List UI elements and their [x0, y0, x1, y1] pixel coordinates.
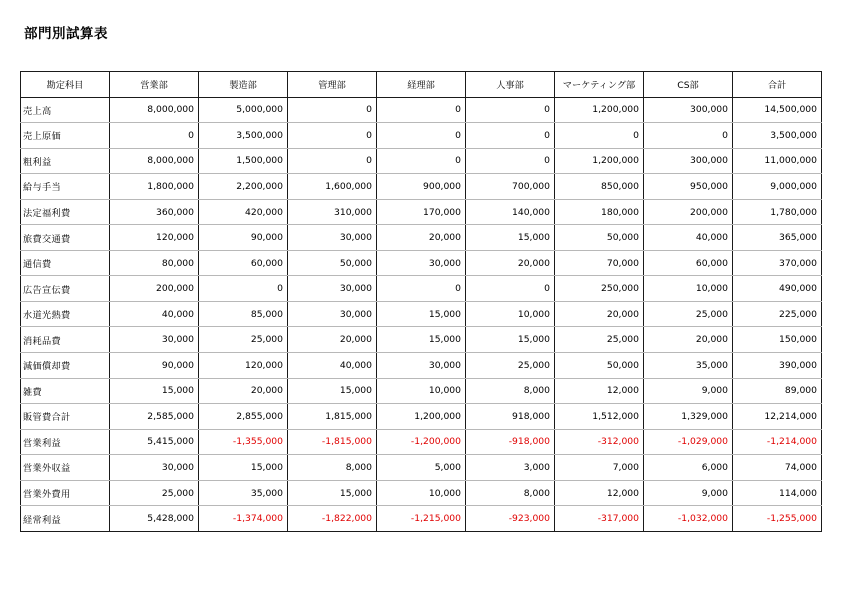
cell-hr-dept: 15,000	[466, 225, 555, 251]
cell-accounting-dept: 5,000	[377, 455, 466, 481]
cell-sales-dept: 5,428,000	[110, 506, 199, 532]
cell-cs-dept: 0	[644, 123, 733, 149]
cell-accounting-dept: 20,000	[377, 225, 466, 251]
cell-cs-dept: 950,000	[644, 174, 733, 200]
cell-admin-dept: 8,000	[288, 455, 377, 481]
cell-marketing-dept: 70,000	[555, 250, 644, 276]
cell-marketing-dept: 1,200,000	[555, 97, 644, 123]
row-label: 法定福利費	[21, 199, 110, 225]
cell-accounting-dept: -1,200,000	[377, 429, 466, 455]
cell-accounting-dept: -1,215,000	[377, 506, 466, 532]
cell-marketing-dept: -317,000	[555, 506, 644, 532]
cell-manufacturing-dept: 15,000	[199, 455, 288, 481]
cell-admin-dept: 1,600,000	[288, 174, 377, 200]
cell-admin-dept: 50,000	[288, 250, 377, 276]
table-row	[21, 455, 822, 481]
row-label: 減価償却費	[21, 353, 110, 379]
table-row	[21, 506, 822, 532]
cell-accounting-dept: 15,000	[377, 301, 466, 327]
table-row	[21, 123, 822, 149]
cell-cs-dept: 9,000	[644, 378, 733, 404]
cell-cs-dept: 20,000	[644, 327, 733, 353]
cell-manufacturing-dept: 0	[199, 276, 288, 302]
cell-accounting-dept: 170,000	[377, 199, 466, 225]
cell-cs-dept: 6,000	[644, 455, 733, 481]
cell-hr-dept: 0	[466, 123, 555, 149]
row-label: 旅費交通費	[21, 225, 110, 251]
cell-accounting-dept: 1,200,000	[377, 404, 466, 430]
trial-balance-table	[20, 71, 822, 532]
column-header-hr-dept: 人事部	[466, 72, 555, 98]
cell-hr-dept: 0	[466, 97, 555, 123]
cell-sales-dept: 8,000,000	[110, 148, 199, 174]
cell-hr-dept: 8,000	[466, 378, 555, 404]
cell-cs-dept: 300,000	[644, 148, 733, 174]
cell-admin-dept: 20,000	[288, 327, 377, 353]
cell-admin-dept: 30,000	[288, 301, 377, 327]
cell-admin-dept: 0	[288, 123, 377, 149]
cell-total: 3,500,000	[733, 123, 822, 149]
row-label: 消耗品費	[21, 327, 110, 353]
table-row	[21, 301, 822, 327]
row-label: 販管費合計	[21, 404, 110, 430]
cell-total: 89,000	[733, 378, 822, 404]
cell-marketing-dept: 250,000	[555, 276, 644, 302]
column-header-cs-dept: CS部	[644, 72, 733, 98]
table-row	[21, 480, 822, 506]
row-label: 雑費	[21, 378, 110, 404]
table-row	[21, 404, 822, 430]
cell-admin-dept: -1,822,000	[288, 506, 377, 532]
column-header-account: 勘定科目	[21, 72, 110, 98]
cell-total: 14,500,000	[733, 97, 822, 123]
cell-sales-dept: 5,415,000	[110, 429, 199, 455]
cell-marketing-dept: 1,512,000	[555, 404, 644, 430]
row-label: 給与手当	[21, 174, 110, 200]
row-label: 広告宣伝費	[21, 276, 110, 302]
cell-cs-dept: 200,000	[644, 199, 733, 225]
cell-cs-dept: 25,000	[644, 301, 733, 327]
table-row	[21, 174, 822, 200]
cell-cs-dept: 35,000	[644, 353, 733, 379]
cell-manufacturing-dept: 20,000	[199, 378, 288, 404]
cell-admin-dept: 15,000	[288, 378, 377, 404]
cell-marketing-dept: 850,000	[555, 174, 644, 200]
cell-marketing-dept: 50,000	[555, 353, 644, 379]
cell-marketing-dept: 12,000	[555, 480, 644, 506]
cell-sales-dept: 1,800,000	[110, 174, 199, 200]
cell-hr-dept: -923,000	[466, 506, 555, 532]
cell-sales-dept: 40,000	[110, 301, 199, 327]
cell-accounting-dept: 30,000	[377, 353, 466, 379]
cell-total: -1,255,000	[733, 506, 822, 532]
column-header-admin-dept: 管理部	[288, 72, 377, 98]
cell-hr-dept: 700,000	[466, 174, 555, 200]
cell-sales-dept: 200,000	[110, 276, 199, 302]
cell-manufacturing-dept: 2,855,000	[199, 404, 288, 430]
cell-marketing-dept: 1,200,000	[555, 148, 644, 174]
cell-marketing-dept: 180,000	[555, 199, 644, 225]
cell-hr-dept: 15,000	[466, 327, 555, 353]
cell-cs-dept: 40,000	[644, 225, 733, 251]
cell-sales-dept: 25,000	[110, 480, 199, 506]
cell-manufacturing-dept: 2,200,000	[199, 174, 288, 200]
column-header-accounting-dept: 経理部	[377, 72, 466, 98]
cell-manufacturing-dept: 25,000	[199, 327, 288, 353]
cell-admin-dept: 30,000	[288, 276, 377, 302]
cell-sales-dept: 360,000	[110, 199, 199, 225]
cell-total: 150,000	[733, 327, 822, 353]
cell-sales-dept: 90,000	[110, 353, 199, 379]
cell-sales-dept: 2,585,000	[110, 404, 199, 430]
cell-manufacturing-dept: 420,000	[199, 199, 288, 225]
cell-marketing-dept: 25,000	[555, 327, 644, 353]
cell-manufacturing-dept: 5,000,000	[199, 97, 288, 123]
cell-sales-dept: 30,000	[110, 455, 199, 481]
cell-cs-dept: 9,000	[644, 480, 733, 506]
cell-cs-dept: 300,000	[644, 97, 733, 123]
cell-admin-dept: 15,000	[288, 480, 377, 506]
column-header-manufacturing-dept: 製造部	[199, 72, 288, 98]
row-label: 売上高	[21, 97, 110, 123]
cell-manufacturing-dept: 35,000	[199, 480, 288, 506]
cell-manufacturing-dept: 90,000	[199, 225, 288, 251]
cell-total: 370,000	[733, 250, 822, 276]
table-row	[21, 97, 822, 123]
table-row	[21, 276, 822, 302]
row-label: 営業利益	[21, 429, 110, 455]
cell-marketing-dept: 12,000	[555, 378, 644, 404]
table-row	[21, 225, 822, 251]
row-label: 営業外費用	[21, 480, 110, 506]
cell-sales-dept: 120,000	[110, 225, 199, 251]
table-row	[21, 148, 822, 174]
row-label: 粗利益	[21, 148, 110, 174]
cell-hr-dept: 8,000	[466, 480, 555, 506]
cell-total: 225,000	[733, 301, 822, 327]
cell-cs-dept: 60,000	[644, 250, 733, 276]
cell-manufacturing-dept: -1,374,000	[199, 506, 288, 532]
cell-accounting-dept: 0	[377, 276, 466, 302]
cell-admin-dept: 40,000	[288, 353, 377, 379]
cell-hr-dept: 25,000	[466, 353, 555, 379]
cell-sales-dept: 8,000,000	[110, 97, 199, 123]
cell-total: 490,000	[733, 276, 822, 302]
cell-marketing-dept: 7,000	[555, 455, 644, 481]
cell-accounting-dept: 0	[377, 97, 466, 123]
cell-admin-dept: 0	[288, 148, 377, 174]
cell-hr-dept: -918,000	[466, 429, 555, 455]
row-label: 通信費	[21, 250, 110, 276]
table-row	[21, 250, 822, 276]
cell-sales-dept: 15,000	[110, 378, 199, 404]
cell-total: 74,000	[733, 455, 822, 481]
cell-admin-dept: 310,000	[288, 199, 377, 225]
cell-marketing-dept: 0	[555, 123, 644, 149]
cell-accounting-dept: 0	[377, 148, 466, 174]
cell-total: 9,000,000	[733, 174, 822, 200]
cell-total: 114,000	[733, 480, 822, 506]
cell-total: -1,214,000	[733, 429, 822, 455]
column-header-marketing-dept: マーケティング部	[555, 72, 644, 98]
cell-manufacturing-dept: 120,000	[199, 353, 288, 379]
cell-marketing-dept: -312,000	[555, 429, 644, 455]
cell-cs-dept: -1,032,000	[644, 506, 733, 532]
row-label: 営業外収益	[21, 455, 110, 481]
cell-accounting-dept: 30,000	[377, 250, 466, 276]
cell-cs-dept: 1,329,000	[644, 404, 733, 430]
cell-accounting-dept: 10,000	[377, 480, 466, 506]
cell-accounting-dept: 900,000	[377, 174, 466, 200]
cell-accounting-dept: 0	[377, 123, 466, 149]
column-header-total: 合計	[733, 72, 822, 98]
cell-total: 365,000	[733, 225, 822, 251]
cell-sales-dept: 80,000	[110, 250, 199, 276]
table-row	[21, 429, 822, 455]
table-row	[21, 378, 822, 404]
cell-hr-dept: 10,000	[466, 301, 555, 327]
row-label: 経常利益	[21, 506, 110, 532]
cell-hr-dept: 0	[466, 276, 555, 302]
cell-hr-dept: 0	[466, 148, 555, 174]
cell-sales-dept: 0	[110, 123, 199, 149]
cell-manufacturing-dept: 3,500,000	[199, 123, 288, 149]
cell-hr-dept: 918,000	[466, 404, 555, 430]
table-row	[21, 327, 822, 353]
cell-accounting-dept: 15,000	[377, 327, 466, 353]
cell-cs-dept: -1,029,000	[644, 429, 733, 455]
cell-total: 1,780,000	[733, 199, 822, 225]
cell-total: 12,214,000	[733, 404, 822, 430]
cell-manufacturing-dept: -1,355,000	[199, 429, 288, 455]
cell-accounting-dept: 10,000	[377, 378, 466, 404]
table-body	[21, 97, 822, 531]
cell-manufacturing-dept: 60,000	[199, 250, 288, 276]
cell-total: 11,000,000	[733, 148, 822, 174]
cell-marketing-dept: 20,000	[555, 301, 644, 327]
cell-hr-dept: 20,000	[466, 250, 555, 276]
cell-hr-dept: 3,000	[466, 455, 555, 481]
page-title: 部門別試算表	[24, 26, 108, 42]
cell-hr-dept: 140,000	[466, 199, 555, 225]
row-label: 売上原価	[21, 123, 110, 149]
cell-manufacturing-dept: 1,500,000	[199, 148, 288, 174]
cell-manufacturing-dept: 85,000	[199, 301, 288, 327]
table-row	[21, 199, 822, 225]
row-label: 水道光熱費	[21, 301, 110, 327]
header-row	[21, 72, 822, 98]
column-header-sales-dept: 営業部	[110, 72, 199, 98]
cell-admin-dept: -1,815,000	[288, 429, 377, 455]
cell-admin-dept: 1,815,000	[288, 404, 377, 430]
cell-total: 390,000	[733, 353, 822, 379]
cell-cs-dept: 10,000	[644, 276, 733, 302]
cell-marketing-dept: 50,000	[555, 225, 644, 251]
cell-admin-dept: 0	[288, 97, 377, 123]
cell-admin-dept: 30,000	[288, 225, 377, 251]
table-row	[21, 353, 822, 379]
cell-sales-dept: 30,000	[110, 327, 199, 353]
